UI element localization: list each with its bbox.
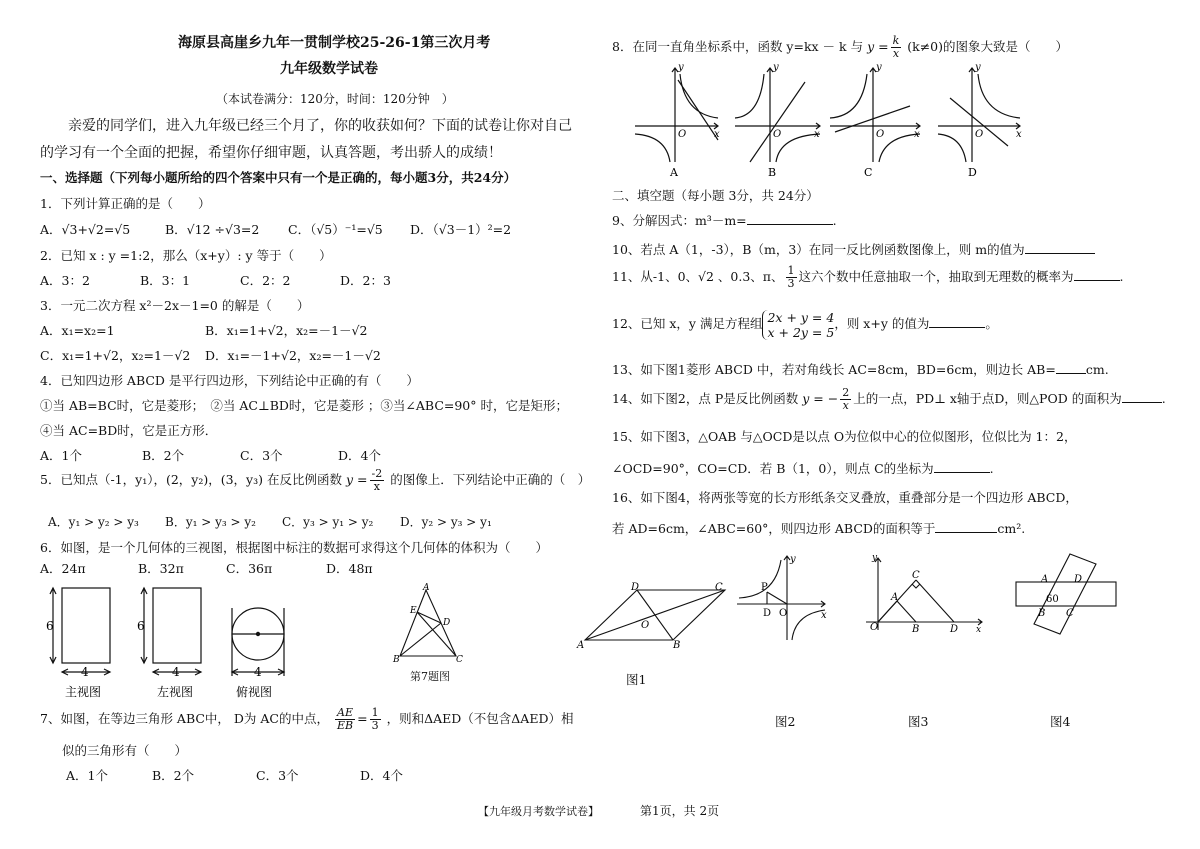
q4-line-2: ①当 AB=BC时，它是菱形； ②当 AC⊥BD时，它是菱形 ；③当∠ABC=90° 时，它是矩形； [40, 398, 568, 413]
q12-answer-blank[interactable] [929, 327, 985, 328]
q6-option-b: B．32π [138, 561, 184, 576]
q8-label-b: B [768, 166, 777, 179]
q14-text-a: 14、如下图2，点 P是反比例函数 [612, 391, 799, 406]
q5-denominator: x [373, 480, 380, 493]
footer-page-number: 第1页，共 2页 [640, 804, 720, 818]
q8-b-origin: O [773, 129, 782, 140]
q5-option-d: D．y₂ > y₃ > y₁ [400, 515, 492, 529]
q10 [612, 240, 1095, 258]
exam-info: （本试卷满分：120分，时间：120分钟 ） [216, 92, 454, 106]
fig4-angle-label: 60 [1046, 594, 1059, 605]
q15-end: . [989, 461, 994, 476]
q14-fraction [840, 387, 851, 412]
q10-answer-blank[interactable] [1025, 253, 1095, 254]
q7-fraction [335, 707, 355, 732]
q9-text: 9、分解因式：m³－m= [612, 213, 747, 228]
q9 [612, 211, 837, 229]
exam-subtitle: 九年级数学试卷 [280, 61, 378, 77]
section1-heading: 一、选择题（下列每小题所给的四个答案中只有一个是正确的，每小题3分，共24分） [40, 170, 517, 185]
q6-side-height-label: 6 [137, 619, 145, 633]
q6-option-a: A．24π [40, 561, 86, 576]
q5-stem [40, 466, 590, 494]
exam-title: 海原县高崖乡九年一贯制学校25-26-1第三次月考 [178, 35, 491, 51]
q16-line-1: 16、如下图4，将两张等宽的长方形纸条交叉叠放，重叠部分是一个四边形 ABCD， [612, 490, 1078, 505]
q9-answer-blank[interactable] [747, 224, 833, 225]
q9-end: . [832, 213, 837, 228]
q8-label-d: D [968, 166, 977, 179]
q16-answer-blank[interactable] [935, 532, 997, 533]
q7-denominator-2: 3 [371, 719, 379, 732]
q1-option-a: A．√3+√2=√5 [40, 222, 131, 237]
q13-text: 13、如下图1菱形 ABCD 中，若对角线长 AC=8cm，BD=6cm，则边长 AB= [612, 362, 1056, 377]
q11-fraction [786, 265, 797, 290]
q8-c-axis-x: x [914, 129, 920, 140]
q8-numerator: k [892, 34, 900, 47]
q8-stem-b: (k≠0)的图象大致是（ ） [907, 39, 1069, 54]
q14-end: . [1161, 391, 1166, 406]
q4-option-d: D．4个 [338, 448, 381, 463]
q1-option-b: B．√12 ÷√3=2 [165, 222, 260, 237]
q8-a-origin: O [678, 129, 687, 140]
q11-end: . [1119, 269, 1124, 284]
q7-equals: = [357, 711, 368, 726]
q8-b-axis-x: x [814, 129, 820, 140]
q8-c-origin: O [876, 129, 885, 140]
q10-text: 10、若点 A（1，-3），B（m，3）在同一反比例函数图像上，则 m的值为 [612, 242, 1025, 257]
fig4-point-c: C [1066, 608, 1074, 619]
q3-stem: 3．一元二次方程 x²－2x－1=0 的解是（ ） [40, 298, 310, 313]
fig4-point-d: D [1074, 574, 1083, 585]
q6-option-c: C．36π [226, 561, 273, 576]
q13-end: cm. [1085, 362, 1109, 377]
q8-func-y: y = [867, 39, 889, 54]
q7-triangle-figure [388, 582, 468, 682]
q11-denominator: 3 [787, 277, 795, 290]
q7-point-b: B [393, 655, 400, 665]
q7-stem-a: 7、如图，在等边三角形 ABC中， D为 AC的中点， [40, 711, 329, 726]
fig2-point-p: P [761, 582, 768, 593]
q12-text-b: ，则 x+y 的值为 [834, 316, 930, 331]
intro-line-1: 亲爱的同学们，进入九年级已经三个月了，你的收获如何？下面的试卷让你对自己 [40, 118, 572, 134]
q12 [612, 305, 998, 343]
fig3-point-c: C [912, 570, 920, 581]
q8-a-axis-x: x [714, 129, 720, 140]
q7-option-c: C．3个 [256, 768, 299, 783]
q11 [612, 262, 1124, 292]
q3-option-c: C．x₁=1+√2，x₂=1－√2 [40, 348, 191, 363]
fig3-point-b: B [912, 624, 920, 634]
q8-fraction [891, 35, 902, 60]
q3-option-d: D．x₁=－1+√2，x₂=－1－√2 [205, 348, 381, 363]
q12-text-a: 12、已知 x，y 满足方程组 [612, 316, 763, 331]
q8-label-a: A [670, 166, 678, 179]
q8-d-origin: O [975, 129, 984, 140]
q13-answer-blank[interactable] [1056, 373, 1086, 374]
q11-numerator: 1 [787, 264, 795, 277]
q5-stem-b: 的图像上．下列结论中正确的（ ） [390, 472, 591, 487]
q6-front-width-label: 4 [81, 665, 89, 679]
figure-3-similar-triangles [862, 552, 986, 634]
q5-func-y: y = [345, 472, 368, 487]
q4-stem: 4．已知四边形 ABCD 是平行四边形，下列结论中正确的有（ ） [40, 373, 419, 388]
q14-func-y: y = − [802, 391, 839, 406]
intro-line-2: 的学习有一个全面的把握，希望你仔细审题，认真答题，考出骄人的成绩！ [40, 145, 502, 161]
q6-side-width-label: 4 [172, 665, 180, 679]
q7-option-d: D．4个 [360, 768, 403, 783]
fig4-point-a: A [1041, 574, 1049, 585]
q2-option-c: C．2：2 [240, 273, 291, 288]
fig4-point-b: B [1038, 608, 1046, 619]
q6-side-view-label: 左视图 [157, 685, 194, 699]
q8-d-axis-x: x [1016, 129, 1022, 140]
section2-heading: 二、填空题（每小题 3分，共 24分） [612, 188, 819, 203]
fig2-point-d: D [763, 608, 772, 619]
q4-option-a: A．1个 [40, 448, 82, 463]
q8-b-axis-y: y [773, 62, 779, 73]
q2-option-a: A．3：2 [40, 273, 90, 288]
q14-answer-blank[interactable] [1122, 402, 1162, 403]
q7-option-b: B．2个 [152, 768, 195, 783]
q14 [612, 381, 1166, 417]
q7-point-d: D [443, 618, 451, 628]
q8-label-c: C [864, 166, 873, 179]
figure-4-label: 图4 [1050, 714, 1071, 729]
q15-answer-blank[interactable] [934, 472, 990, 473]
figure-3-label: 图3 [908, 714, 929, 729]
q14-numerator: 2 [842, 386, 850, 399]
q1-stem: 1．下列计算正确的是（ ） [40, 196, 211, 211]
q6-front-view-label: 主视图 [65, 685, 102, 699]
q12-eq1: 2x + y = 4 [767, 309, 835, 325]
q12-system [762, 310, 834, 340]
q1-option-c: C．（√5）⁻¹=√5 [288, 222, 383, 237]
fig1-point-c: C [715, 582, 723, 593]
fig3-axis-x: x [976, 625, 982, 634]
q15-line-2-text: ∠OCD=90°，CO=CD．若 B（1，0），则点 C的坐标为 [612, 461, 934, 476]
q7-denominator: EB [336, 719, 354, 732]
footer-left: 【九年级月考数学试卷】 [478, 805, 599, 818]
q7-line-2: 似的三角形有（ ） [62, 743, 188, 758]
q7-point-c: C [456, 655, 463, 665]
figure-4-crossed-strips [1012, 552, 1122, 636]
q5-stem-a: 5．已知点（-1，y₁），(2，y₂)，(3，y₃) 在反比例函数 [40, 472, 342, 487]
q11-text-a: 11、从-1、0、√2 、0.3、π、 [612, 269, 784, 284]
q8-stem [612, 32, 1068, 62]
figure-2-hyperbola [735, 552, 835, 642]
q7-point-e: E [410, 606, 417, 616]
q7-point-a: A [423, 583, 430, 593]
q12-end: 。 [985, 316, 998, 331]
q7-fraction-2 [370, 707, 381, 732]
q5-option-c: C．y₃ > y₁ > y₂ [282, 515, 374, 529]
q16-line-2 [612, 519, 1025, 537]
fig1-point-d: D [631, 582, 640, 593]
fig1-point-a: A [577, 640, 585, 650]
q3-option-a: A．x₁=x₂=1 [40, 323, 115, 338]
q6-option-d: D．48π [326, 561, 373, 576]
fig3-point-o: O [870, 622, 879, 633]
q8-denominator: x [892, 47, 900, 60]
q6-top-view-label: 俯视图 [236, 685, 273, 699]
figure-2-label: 图2 [775, 714, 796, 729]
q14-denominator: x [842, 399, 849, 412]
q5-option-a: A．y₁ > y₂ > y₃ [48, 515, 139, 529]
q8-d-axis-y: y [975, 62, 981, 73]
q5-numerator: -2 [371, 467, 383, 480]
q11-text-b: 这六个数中任意抽取一个，抽取到无理数的概率为 [798, 269, 1074, 284]
q6-top-width-label: 4 [254, 665, 262, 679]
q2-option-d: D．2：3 [340, 273, 391, 288]
figure-1-label: 图1 [626, 672, 647, 687]
q7-stem-b: ，则和ΔAED（不包含ΔAED）相 [386, 711, 574, 726]
q6-front-height-label: 6 [46, 619, 54, 633]
q16-end: cm². [997, 521, 1026, 536]
q5-option-b: B．y₁ > y₃ > y₂ [165, 515, 256, 529]
q14-text-b: 上的一点，PD⊥ x轴于点D，则△POD 的面积为 [853, 391, 1122, 406]
fig3-point-a: A [891, 592, 899, 603]
fig3-axis-y: y [872, 553, 878, 563]
fig1-point-o: O [641, 620, 650, 631]
q8-a-axis-y: y [678, 62, 684, 73]
q11-answer-blank[interactable] [1074, 280, 1120, 281]
q2-option-b: B．3：1 [140, 273, 191, 288]
q4-option-c: C．3个 [240, 448, 283, 463]
fig2-axis-y: y [790, 554, 796, 565]
q6-stem: 6．如图，是一个几何体的三视图，根据图中标注的数据可求得这个几何体的体积为（ ） [40, 540, 548, 555]
q4-line-3: ④当 AC=BD时，它是正方形． [40, 423, 218, 438]
q12-eq2: x + 2y = 5 [767, 324, 835, 340]
q7-numerator-2: 1 [371, 706, 379, 719]
q8-stem-a: 8．在同一直角坐标系中，函数 y=kx － k 与 [612, 39, 864, 54]
q15-line-2 [612, 459, 994, 477]
q2-stem: 2．已知 x : y =1:2，那么（x+y）: y 等于（ ） [40, 248, 332, 263]
q4-option-b: B．2个 [142, 448, 185, 463]
q1-option-d: D．（√3－1）²=2 [410, 222, 512, 237]
figure-1-rhombus [575, 580, 735, 650]
q7-numerator: AE [335, 707, 355, 720]
q8-c-axis-y: y [876, 62, 882, 73]
q15-line-1: 15、如下图3，△OAB 与△OCD是以点 O为位似中心的位似图形，位似比为 1：2， [612, 429, 1077, 444]
q8-graph-options [630, 62, 1030, 182]
fig1-point-b: B [673, 640, 681, 650]
fig2-axis-x: x [821, 610, 827, 621]
q3-option-b: B．x₁=1+√2，x₂=－1－√2 [205, 323, 368, 338]
q5-fraction [370, 468, 385, 493]
q16-line-2-text: 若 AD=6cm，∠ABC=60°，则四边形 ABCD的面积等于 [612, 521, 936, 536]
q13 [612, 360, 1109, 378]
q6-three-views-figure [40, 580, 310, 702]
fig2-point-o: O [779, 608, 788, 619]
q7-option-a: A．1个 [66, 768, 108, 783]
fig3-point-d: D [950, 624, 959, 634]
q7-stem [40, 704, 573, 734]
q7-figure-label: 第7题图 [410, 670, 450, 683]
